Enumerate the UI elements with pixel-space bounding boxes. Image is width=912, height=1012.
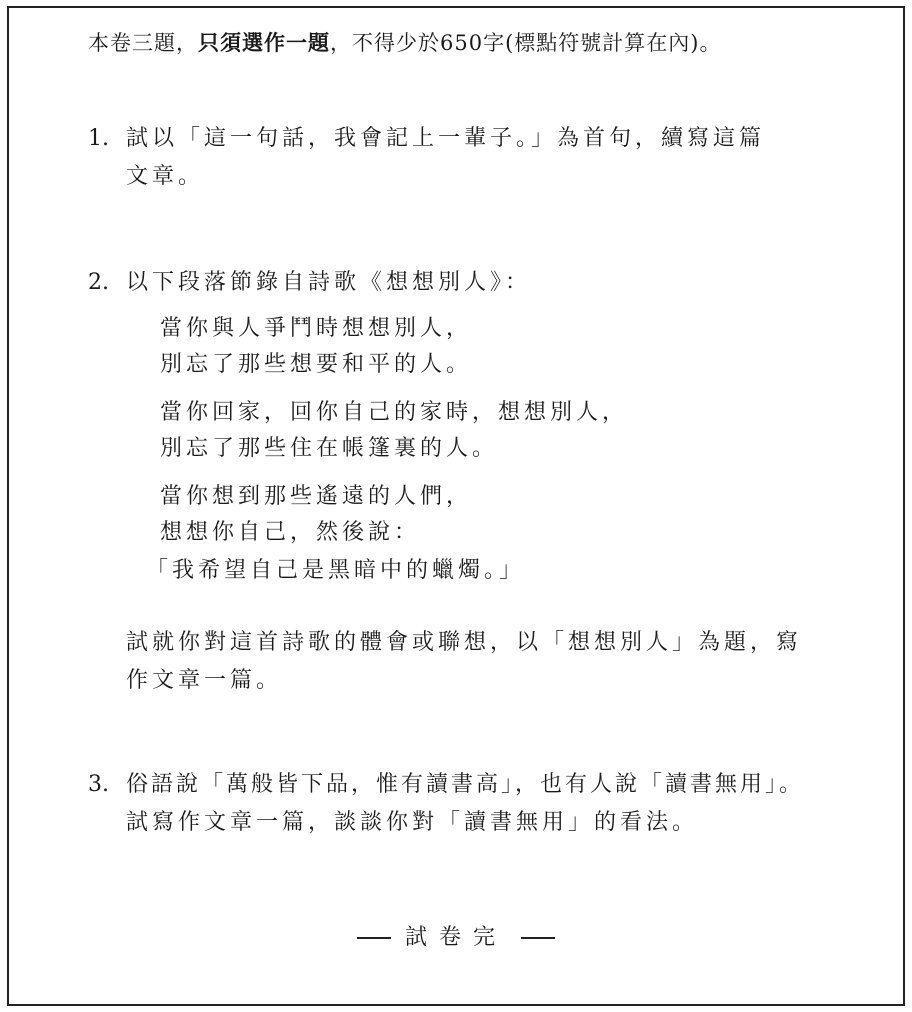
end-dash-left <box>357 937 391 939</box>
question-2-intro-text: 以下段落節錄自詩歌《想想別人》： <box>126 270 532 295</box>
poem-stanza-2-line-1: 當你回家，回你自己的家時，想想別人， <box>160 400 629 425</box>
poem-stanza-1-line-1: 當你與人爭鬥時想想別人， <box>160 316 473 341</box>
instructions-prefix: 本卷三題， <box>88 31 198 55</box>
question-2-number: 2. <box>88 270 109 295</box>
question-3-line-1 <box>88 770 804 800</box>
poem-stanza-2-line-2: 別忘了那些住在帳篷裏的人。 <box>160 436 499 461</box>
question-3-line-2: 試寫作文章一篇，談談你對「讀書無用」的看法。 <box>126 810 699 835</box>
question-2-task-line-2: 作文章一篇。 <box>126 668 283 693</box>
question-2-task-line-1: 試就你對這首詩歌的體會或聯想，以「想想別人」為題，寫 <box>126 630 803 655</box>
poem-stanza-3-line-3: 「我希望自己是黑暗中的蠟燭。」 <box>146 558 526 583</box>
instructions-emphasis: 只須選作一題 <box>198 30 330 55</box>
question-2-intro <box>88 268 531 298</box>
question-1-text-1: 試以「這一句話，我會記上一輩子。」為首句，續寫這篇 <box>126 126 766 151</box>
question-3-text-1: 俗語說「萬般皆下品，惟有讀書高」，也有人說「讀書無用」。 <box>126 772 805 797</box>
poem-stanza-1-line-2: 別忘了那些想要和平的人。 <box>160 352 473 377</box>
end-of-paper <box>0 920 912 951</box>
instructions-suffix: ，不得少於650字(標點符號計算在內)。 <box>330 31 722 55</box>
instructions <box>88 28 721 58</box>
question-1-line-1 <box>88 124 765 154</box>
question-3-number: 3. <box>88 772 109 797</box>
poem-stanza-3-line-1: 當你想到那些遙遠的人們， <box>160 484 473 509</box>
end-dash-right <box>521 937 555 939</box>
poem-stanza-3-line-2: 想想你自己，然後說： <box>160 520 421 545</box>
question-1-number: 1. <box>88 126 109 151</box>
end-of-paper-text: 試卷完 <box>404 925 507 950</box>
question-1-line-2: 文章。 <box>126 164 205 189</box>
